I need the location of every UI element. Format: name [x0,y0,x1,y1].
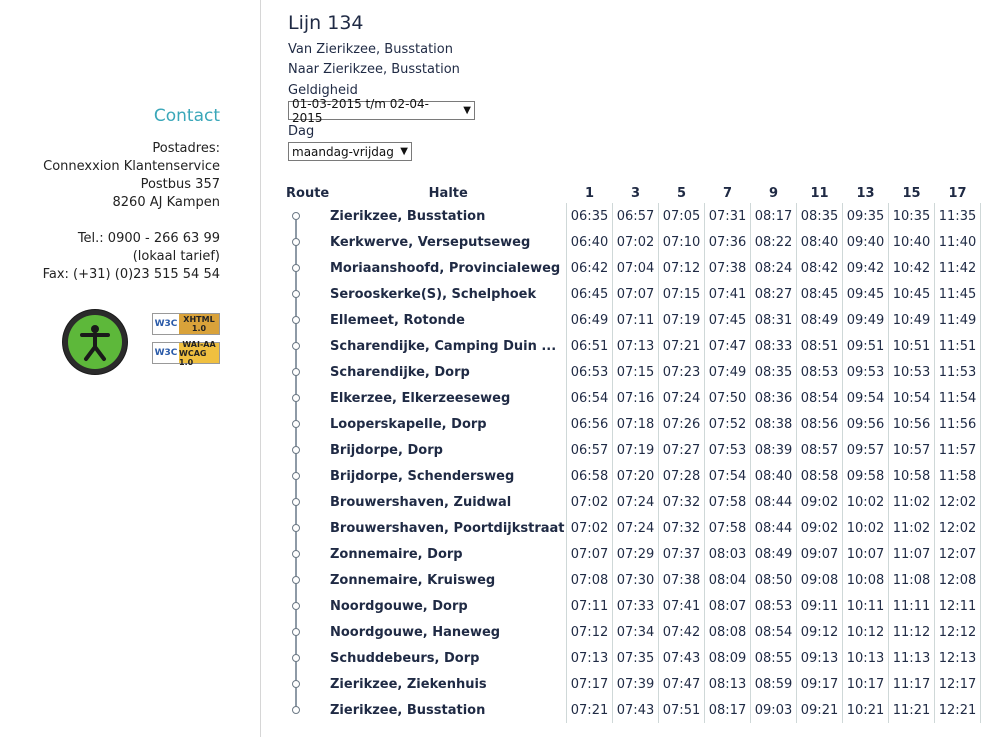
table-row [286,567,981,593]
departure-time: 08:57 [797,437,843,463]
departure-time: 08:39 [751,437,797,463]
address-line: 8260 AJ Kampen [112,195,220,210]
departure-time: 10:21 [843,697,889,723]
w3c-wcag-badge-icon[interactable]: W3C WAI-AA WCAG 1.0 [152,342,220,364]
w3c-xhtml-badge-icon[interactable]: W3C XHTML 1.0 [152,313,220,335]
departure-time: 10:45 [889,281,935,307]
departure-time: 07:34 [613,619,659,645]
departure-time: 07:21 [567,697,613,723]
departure-time: 12:02 [935,489,981,515]
departure-time: 07:28 [659,463,705,489]
departure-time: 09:08 [797,567,843,593]
departure-time: 06:35 [567,203,613,229]
departure-time: 09:02 [797,515,843,541]
departure-time: 11:58 [935,463,981,489]
departure-time: 07:50 [705,385,751,411]
departure-time: 09:53 [843,359,889,385]
departure-time: 07:36 [705,229,751,255]
route-stop-marker [286,489,330,515]
phone-line: Tel.: 0900 - 266 63 99 [77,231,220,246]
stop-dot-icon [292,680,300,688]
table-row [286,255,981,281]
departure-time: 11:02 [889,515,935,541]
departure-time: 08:33 [751,333,797,359]
departure-time: 10:49 [889,307,935,333]
departure-time: 07:29 [613,541,659,567]
table-row [286,697,981,723]
stop-dot-icon [292,212,300,220]
stop-dot-icon [292,498,300,506]
halte-name: Elkerzee, Elkerzeeseweg [330,390,511,406]
halte-name: Brouwershaven, Poortdijkstraat [330,520,565,536]
departure-time: 08:27 [751,281,797,307]
halte-name: Scharendijke, Camping Duin ... [330,338,557,354]
departure-time: 07:02 [567,489,613,515]
halte-name: Kerkwerve, Verseputseweg [330,234,531,250]
departure-time: 06:57 [613,203,659,229]
departure-time: 08:40 [797,229,843,255]
stop-dot-icon [292,316,300,324]
departure-time: 08:35 [797,203,843,229]
departure-time: 11:02 [889,489,935,515]
halte-name: Brijdorpe, Dorp [330,442,443,458]
departure-time: 07:16 [613,385,659,411]
departure-time: 07:07 [613,281,659,307]
table-row [286,645,981,671]
trip-header: 5 [676,185,687,201]
departure-time: 07:24 [613,515,659,541]
table-row [286,229,981,255]
departure-time: 06:45 [567,281,613,307]
departure-time: 07:04 [613,255,659,281]
departure-time: 11:35 [935,203,981,229]
departure-time: 12:02 [935,515,981,541]
departure-time: 11:49 [935,307,981,333]
page-title: Lijn 134 [288,12,364,34]
table-row [286,593,981,619]
route-stop-marker [286,307,330,333]
departure-time: 08:53 [751,593,797,619]
departure-time: 07:07 [567,541,613,567]
departure-time: 07:21 [659,333,705,359]
trip-header: 3 [630,185,641,201]
table-row [286,307,981,333]
stop-dot-icon [292,290,300,298]
route-stop-marker [286,385,330,411]
departure-time: 07:41 [705,281,751,307]
departure-time: 08:51 [797,333,843,359]
departure-time: 09:51 [843,333,889,359]
route-stop-marker [286,255,330,281]
departure-time: 11:13 [889,645,935,671]
departure-time: 07:24 [659,385,705,411]
contact-address [43,140,220,284]
departure-time: 12:13 [935,645,981,671]
departure-time: 11:11 [889,593,935,619]
departure-time: 11:40 [935,229,981,255]
departure-time: 10:17 [843,671,889,697]
departure-time: 09:35 [843,203,889,229]
departure-time: 08:07 [705,593,751,619]
departure-time: 07:08 [567,567,613,593]
halte-name: Schuddebeurs, Dorp [330,650,480,666]
departure-time: 07:43 [659,645,705,671]
departure-time: 06:54 [567,385,613,411]
departure-time: 07:13 [567,645,613,671]
departure-time: 12:07 [935,541,981,567]
table-row [286,515,981,541]
geldigheid-label: Geldigheid [288,83,358,98]
departure-time: 09:54 [843,385,889,411]
departure-time: 07:10 [659,229,705,255]
route-stop-marker [286,359,330,385]
accessibility-logo-icon[interactable] [63,310,127,374]
departure-time: 07:17 [567,671,613,697]
stop-dot-icon [292,368,300,376]
departure-time: 09:21 [797,697,843,723]
timetable-header [286,183,981,203]
departure-time: 08:17 [751,203,797,229]
halte-name: Zonnemaire, Dorp [330,546,463,562]
route-stop-marker [286,645,330,671]
departure-time: 11:42 [935,255,981,281]
halte-name: Brouwershaven, Zuidwal [330,494,512,510]
departure-time: 07:52 [705,411,751,437]
departure-time: 07:51 [659,697,705,723]
table-row [286,619,981,645]
departure-time: 10:40 [889,229,935,255]
sidebar [0,0,261,737]
route-stop-marker [286,463,330,489]
dag-select[interactable] [288,142,412,161]
halte-name: Noordgouwe, Haneweg [330,624,501,640]
route-header: Route [286,185,330,201]
departure-time: 07:19 [613,437,659,463]
departure-time: 10:58 [889,463,935,489]
address-line: Connexxion Klantenservice [43,159,220,174]
trip-header: 15 [902,185,921,201]
departure-time: 07:15 [613,359,659,385]
departure-time: 11:21 [889,697,935,723]
dag-selected-value: maandag-vrijdag [292,144,394,159]
departure-time: 07:47 [659,671,705,697]
trip-header: 9 [768,185,779,201]
departure-time: 12:12 [935,619,981,645]
route-stop-marker [286,671,330,697]
table-row [286,359,981,385]
route-stop-marker [286,541,330,567]
departure-time: 10:54 [889,385,935,411]
departure-time: 10:57 [889,437,935,463]
stop-dot-icon [292,576,300,584]
departure-time: 10:12 [843,619,889,645]
departure-time: 07:12 [567,619,613,645]
departure-time: 07:02 [613,229,659,255]
table-row [286,411,981,437]
geldigheid-select[interactable] [288,96,475,125]
departure-time: 12:17 [935,671,981,697]
departure-time: 09:57 [843,437,889,463]
departure-time: 10:13 [843,645,889,671]
halte-name: Scharendijke, Dorp [330,364,470,380]
stop-dot-icon [292,264,300,272]
stop-dot-icon [292,654,300,662]
departure-time: 07:26 [659,411,705,437]
halte-header: Halte [428,185,468,201]
departure-time: 07:39 [613,671,659,697]
departure-time: 07:43 [613,697,659,723]
departure-time: 09:02 [797,489,843,515]
route-stop-marker [286,515,330,541]
departure-time: 11:07 [889,541,935,567]
departure-time: 07:20 [613,463,659,489]
departure-time: 08:13 [705,671,751,697]
departure-time: 07:58 [705,489,751,515]
stop-dot-icon [292,602,300,610]
departure-time: 06:42 [567,255,613,281]
halte-name: Brijdorpe, Schendersweg [330,468,515,484]
departure-time: 08:58 [797,463,843,489]
departure-time: 08:49 [797,307,843,333]
departure-time: 07:32 [659,489,705,515]
halte-name: Serooskerke(S), Schelphoek [330,286,537,302]
departure-time: 08:04 [705,567,751,593]
departure-time: 06:57 [567,437,613,463]
departure-time: 09:17 [797,671,843,697]
departure-time: 08:55 [751,645,797,671]
departure-time: 06:51 [567,333,613,359]
departure-time: 07:41 [659,593,705,619]
stop-dot-icon [292,394,300,402]
departure-time: 07:58 [705,515,751,541]
departure-time: 10:42 [889,255,935,281]
departure-time: 08:22 [751,229,797,255]
phone-note: (lokaal tarief) [132,249,220,264]
departure-time: 08:59 [751,671,797,697]
departure-time: 08:44 [751,489,797,515]
route-stop-marker [286,203,330,229]
departure-time: 10:53 [889,359,935,385]
fax-line: Fax: (+31) (0)23 515 54 54 [42,267,220,282]
timetable [286,183,981,723]
departure-time: 08:08 [705,619,751,645]
stop-dot-icon [292,706,300,714]
departure-time: 07:15 [659,281,705,307]
trip-header: 7 [722,185,733,201]
table-row [286,281,981,307]
departure-time: 07:32 [659,515,705,541]
departure-time: 08:17 [705,697,751,723]
departure-time: 08:56 [797,411,843,437]
departure-time: 08:42 [797,255,843,281]
departure-time: 06:49 [567,307,613,333]
trip-header: 17 [948,185,967,201]
address-line: Postadres: [152,141,220,156]
stop-dot-icon [292,550,300,558]
table-row [286,463,981,489]
stop-dot-icon [292,238,300,246]
departure-time: 07:05 [659,203,705,229]
departure-time: 07:38 [705,255,751,281]
departure-time: 07:13 [613,333,659,359]
departure-time: 08:44 [751,515,797,541]
departure-time: 10:11 [843,593,889,619]
departure-time: 07:49 [705,359,751,385]
route-stop-marker [286,593,330,619]
departure-time: 07:12 [659,255,705,281]
departure-time: 07:45 [705,307,751,333]
route-stop-marker [286,411,330,437]
departure-time: 07:24 [613,489,659,515]
stop-dot-icon [292,628,300,636]
departure-time: 10:56 [889,411,935,437]
departure-time: 08:24 [751,255,797,281]
departure-time: 11:57 [935,437,981,463]
departure-time: 06:56 [567,411,613,437]
departure-time: 07:30 [613,567,659,593]
departure-time: 11:08 [889,567,935,593]
departure-time: 08:36 [751,385,797,411]
departure-time: 07:33 [613,593,659,619]
route-stop-marker [286,333,330,359]
departure-time: 09:12 [797,619,843,645]
departure-time: 07:19 [659,307,705,333]
departure-time: 10:35 [889,203,935,229]
departure-time: 11:45 [935,281,981,307]
departure-time: 11:17 [889,671,935,697]
departure-time: 11:56 [935,411,981,437]
departure-time: 11:12 [889,619,935,645]
departure-time: 08:38 [751,411,797,437]
departure-time: 06:58 [567,463,613,489]
departure-time: 07:42 [659,619,705,645]
departure-time: 10:08 [843,567,889,593]
departure-time: 07:37 [659,541,705,567]
departure-time: 08:09 [705,645,751,671]
route-stop-marker [286,281,330,307]
departure-time: 09:13 [797,645,843,671]
departure-time: 11:53 [935,359,981,385]
departure-time: 07:31 [705,203,751,229]
van-label: Van Zierikzee, Busstation [288,42,453,57]
route-stop-marker [286,437,330,463]
stop-dot-icon [292,342,300,350]
departure-time: 10:07 [843,541,889,567]
table-row [286,333,981,359]
halte-name: Zonnemaire, Kruisweg [330,572,496,588]
departure-time: 09:49 [843,307,889,333]
departure-time: 12:11 [935,593,981,619]
departure-time: 07:47 [705,333,751,359]
naar-label: Naar Zierikzee, Busstation [288,62,460,77]
departure-time: 09:03 [751,697,797,723]
departure-time: 08:45 [797,281,843,307]
table-row [286,541,981,567]
departure-time: 07:18 [613,411,659,437]
route-stop-marker [286,567,330,593]
departure-time: 11:51 [935,333,981,359]
departure-time: 10:02 [843,515,889,541]
halte-name: Zierikzee, Busstation [330,702,486,718]
chevron-down-icon: ▼ [463,105,471,116]
departure-time: 07:54 [705,463,751,489]
dag-label: Dag [288,124,315,139]
departure-time: 06:53 [567,359,613,385]
departure-time: 09:40 [843,229,889,255]
halte-name: Zierikzee, Busstation [330,208,486,224]
table-row [286,385,981,411]
departure-time: 09:56 [843,411,889,437]
route-stop-marker [286,229,330,255]
stop-dot-icon [292,446,300,454]
route-stop-marker [286,697,330,723]
departure-time: 08:40 [751,463,797,489]
departure-time: 06:40 [567,229,613,255]
address-line: Postbus 357 [140,177,220,192]
trip-header: 11 [810,185,829,201]
stop-dot-icon [292,420,300,428]
departure-time: 08:03 [705,541,751,567]
departure-time: 07:38 [659,567,705,593]
trip-header: 13 [856,185,875,201]
departure-time: 08:53 [797,359,843,385]
departure-time: 10:02 [843,489,889,515]
halte-name: Ellemeet, Rotonde [330,312,465,328]
departure-time: 08:49 [751,541,797,567]
departure-time: 09:45 [843,281,889,307]
table-row [286,203,981,229]
departure-time: 07:11 [567,593,613,619]
trip-header: 1 [584,185,595,201]
departure-time: 09:11 [797,593,843,619]
chevron-down-icon: ▼ [400,146,408,157]
departure-time: 08:54 [751,619,797,645]
departure-time: 07:11 [613,307,659,333]
departure-time: 07:27 [659,437,705,463]
departure-time: 09:07 [797,541,843,567]
table-row [286,671,981,697]
halte-name: Zierikzee, Ziekenhuis [330,676,487,692]
departure-time: 07:35 [613,645,659,671]
departure-time: 09:58 [843,463,889,489]
departure-time: 09:42 [843,255,889,281]
route-stop-marker [286,619,330,645]
halte-name: Moriaanshoofd, Provincialeweg [330,260,561,276]
departure-time: 07:02 [567,515,613,541]
departure-time: 08:50 [751,567,797,593]
contact-title: Contact [153,106,220,126]
departure-time: 08:31 [751,307,797,333]
table-row [286,437,981,463]
departure-time: 10:51 [889,333,935,359]
departure-time: 08:54 [797,385,843,411]
halte-name: Noordgouwe, Dorp [330,598,468,614]
stop-dot-icon [292,472,300,480]
table-row [286,489,981,515]
departure-time: 11:54 [935,385,981,411]
departure-time: 12:21 [935,697,981,723]
departure-time: 07:23 [659,359,705,385]
stop-dot-icon [292,524,300,532]
departure-time: 12:08 [935,567,981,593]
departure-time: 08:35 [751,359,797,385]
halte-name: Looperskapelle, Dorp [330,416,487,432]
departure-time: 07:53 [705,437,751,463]
geldigheid-selected-value: 01-03-2015 t/m 02-04-2015 [292,96,430,125]
